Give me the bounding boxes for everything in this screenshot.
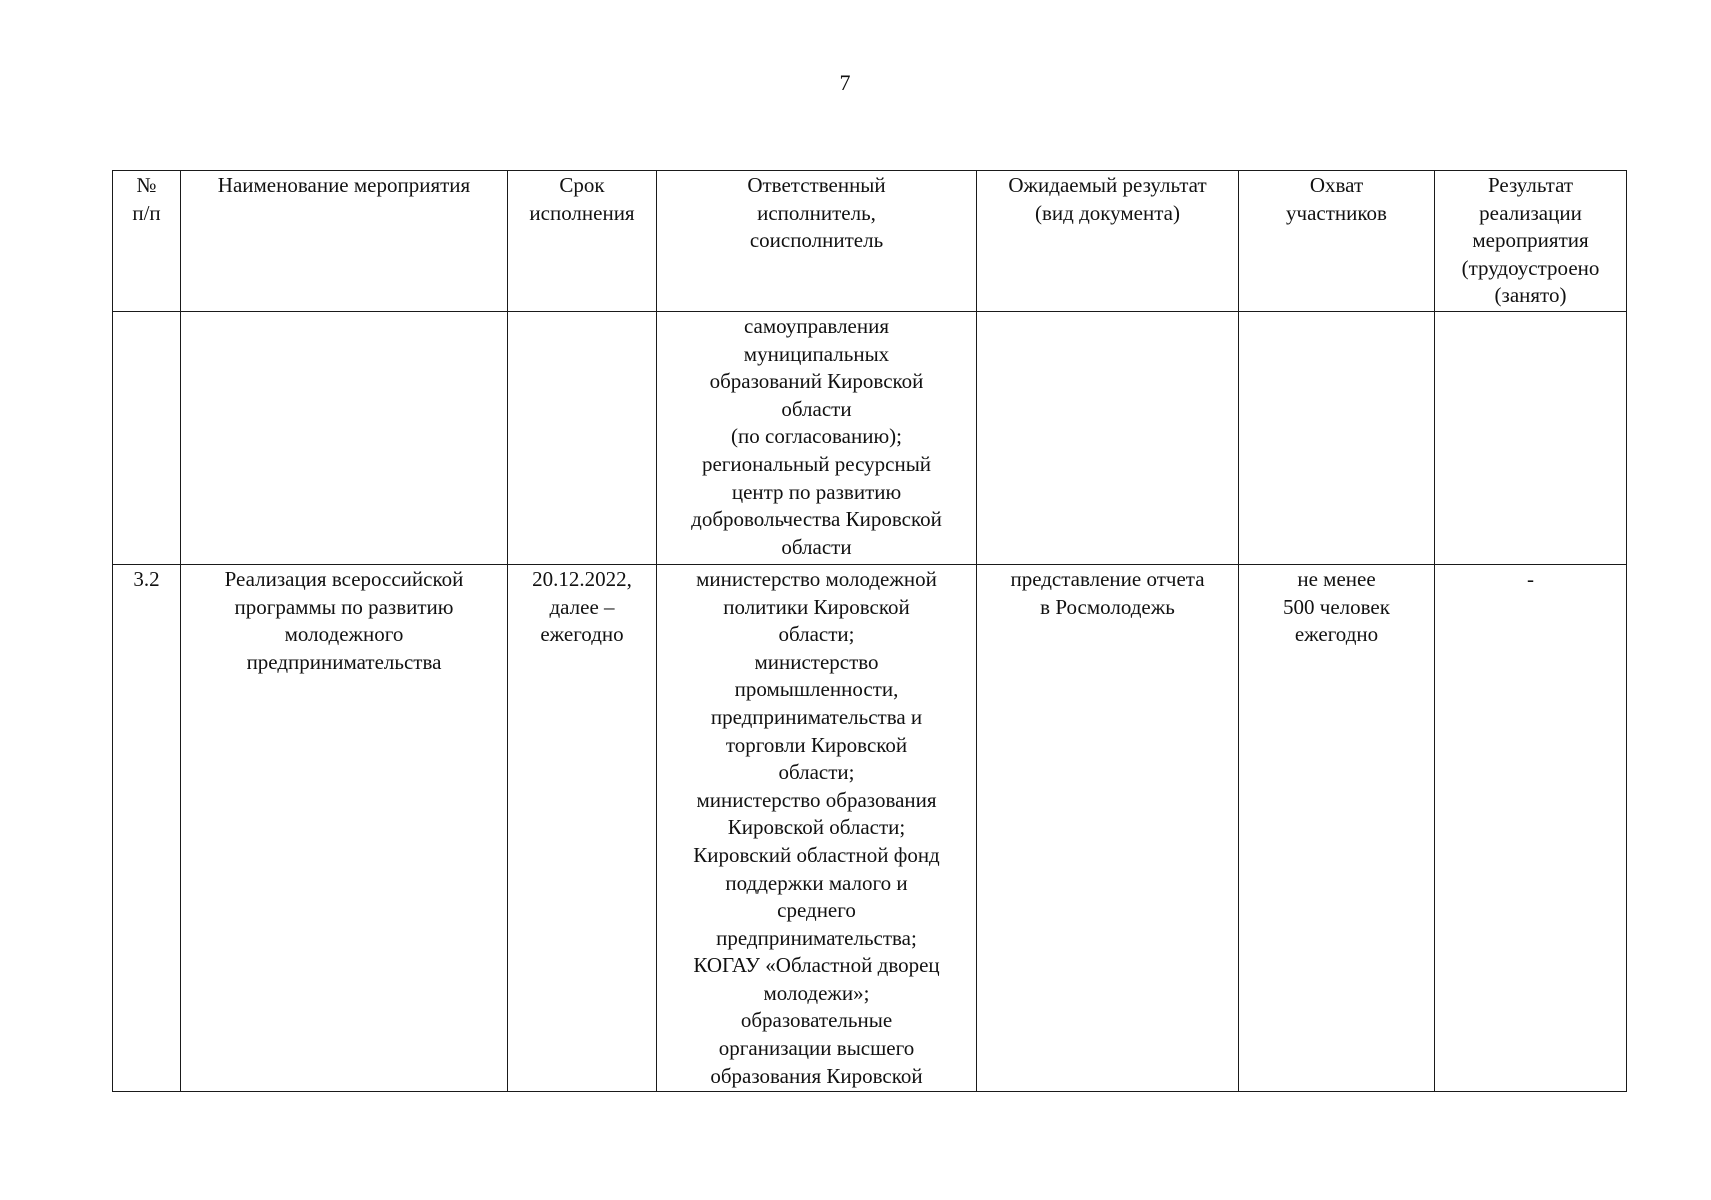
text-line: Срок — [559, 173, 605, 197]
text-line: Результат — [1487, 173, 1574, 197]
text-line: образований Кировской — [709, 369, 924, 394]
cell-coverage — [1239, 311, 1435, 564]
cell-expected-result — [977, 311, 1239, 564]
cell-deadline — [508, 311, 657, 564]
text-line: образовательные — [740, 1008, 893, 1033]
text-line: исполнения — [529, 200, 635, 225]
cell-number — [113, 311, 181, 564]
text-line: министерство — [754, 649, 879, 674]
header-activity-name — [181, 171, 508, 312]
text-line: промышленности, — [734, 677, 899, 702]
text-line: мероприятия — [1472, 228, 1589, 253]
text-line: Ответственный — [747, 173, 886, 197]
text-line: Ожидаемый результат — [1008, 173, 1207, 197]
cell-coverage — [1239, 564, 1435, 1091]
text-line: политики Кировской — [723, 594, 910, 619]
cell-number: 3.2 — [113, 564, 181, 1091]
text-line: области; — [778, 622, 855, 647]
table-row-3-2 — [113, 564, 1627, 1091]
header-responsible — [657, 171, 977, 312]
text-line: в Росмолодежь — [1040, 594, 1175, 619]
text-line: не менее — [1297, 566, 1376, 591]
text-line: области — [781, 396, 852, 421]
cell-result — [1435, 311, 1627, 564]
text-line: участников — [1286, 200, 1387, 225]
text-line: реализации — [1479, 200, 1582, 225]
text-line: области; — [778, 760, 855, 785]
text-line: региональный ресурсный — [701, 451, 932, 476]
table-row-continuation — [113, 311, 1627, 564]
cell-activity-name — [181, 311, 508, 564]
text-line: ежегодно — [540, 622, 624, 647]
text-line: молодежного — [284, 622, 404, 647]
text-line: предпринимательства и — [710, 704, 923, 729]
text-line: КОГАУ «Областной дворец — [693, 953, 940, 978]
text-line: области — [781, 534, 852, 559]
text-line: 20.12.2022, — [532, 566, 632, 591]
text-line: предпринимательства — [246, 649, 442, 674]
text-line: п/п — [132, 200, 161, 225]
cell-responsible — [657, 311, 977, 564]
text-line: 500 человек — [1283, 594, 1390, 619]
text-line: (трудоустроено — [1461, 255, 1600, 280]
text-line: Наименование мероприятия — [217, 173, 471, 197]
text-line: торговли Кировской — [725, 732, 908, 757]
header-coverage — [1239, 171, 1435, 312]
result-dash: - — [1527, 566, 1534, 591]
text-line: программы по развитию — [234, 594, 454, 619]
text-line: Охват — [1309, 173, 1364, 197]
cell-result — [1435, 564, 1627, 1091]
text-line: муниципальных — [743, 341, 890, 366]
header-expected-result — [977, 171, 1239, 312]
text-line: образования Кировской — [710, 1063, 923, 1088]
table-header-row — [113, 171, 1627, 312]
cell-deadline — [508, 564, 657, 1091]
text-line: организации высшего — [718, 1036, 915, 1061]
text-line: (занято) — [1494, 283, 1567, 308]
text-line: среднего — [777, 898, 856, 923]
text-line: предпринимательства; — [716, 925, 917, 950]
text-line: № — [136, 173, 157, 197]
text-line: Кировской области; — [727, 815, 906, 840]
cell-activity-name — [181, 564, 508, 1091]
text-line: самоуправления — [743, 313, 890, 338]
text-line: (вид документа) — [1035, 200, 1180, 225]
page-number: 7 — [839, 70, 851, 95]
text-line: Кировский областной фонд — [693, 842, 940, 867]
text-line: центр по развитию — [731, 479, 902, 504]
text-line: далее – — [549, 594, 615, 619]
text-line: министерство молодежной — [696, 566, 937, 591]
cell-expected-result — [977, 564, 1239, 1091]
text-line: соисполнитель — [749, 228, 884, 253]
text-line: молодежи»; — [763, 980, 870, 1005]
text-line: исполнитель, — [757, 200, 876, 225]
text-line: поддержки малого и — [725, 870, 908, 895]
header-deadline — [508, 171, 657, 312]
activity-plan-table — [112, 170, 1627, 1092]
text-line: Реализация всероссийской — [224, 566, 464, 591]
header-number — [113, 171, 181, 312]
text-line: ежегодно — [1294, 622, 1379, 647]
text-line: министерство образования — [696, 787, 937, 812]
text-line: представление отчета — [1010, 566, 1205, 591]
text-line: (по согласованию); — [731, 424, 902, 449]
text-line: добровольчества Кировской — [691, 507, 942, 532]
cell-responsible — [657, 564, 977, 1091]
header-result — [1435, 171, 1627, 312]
